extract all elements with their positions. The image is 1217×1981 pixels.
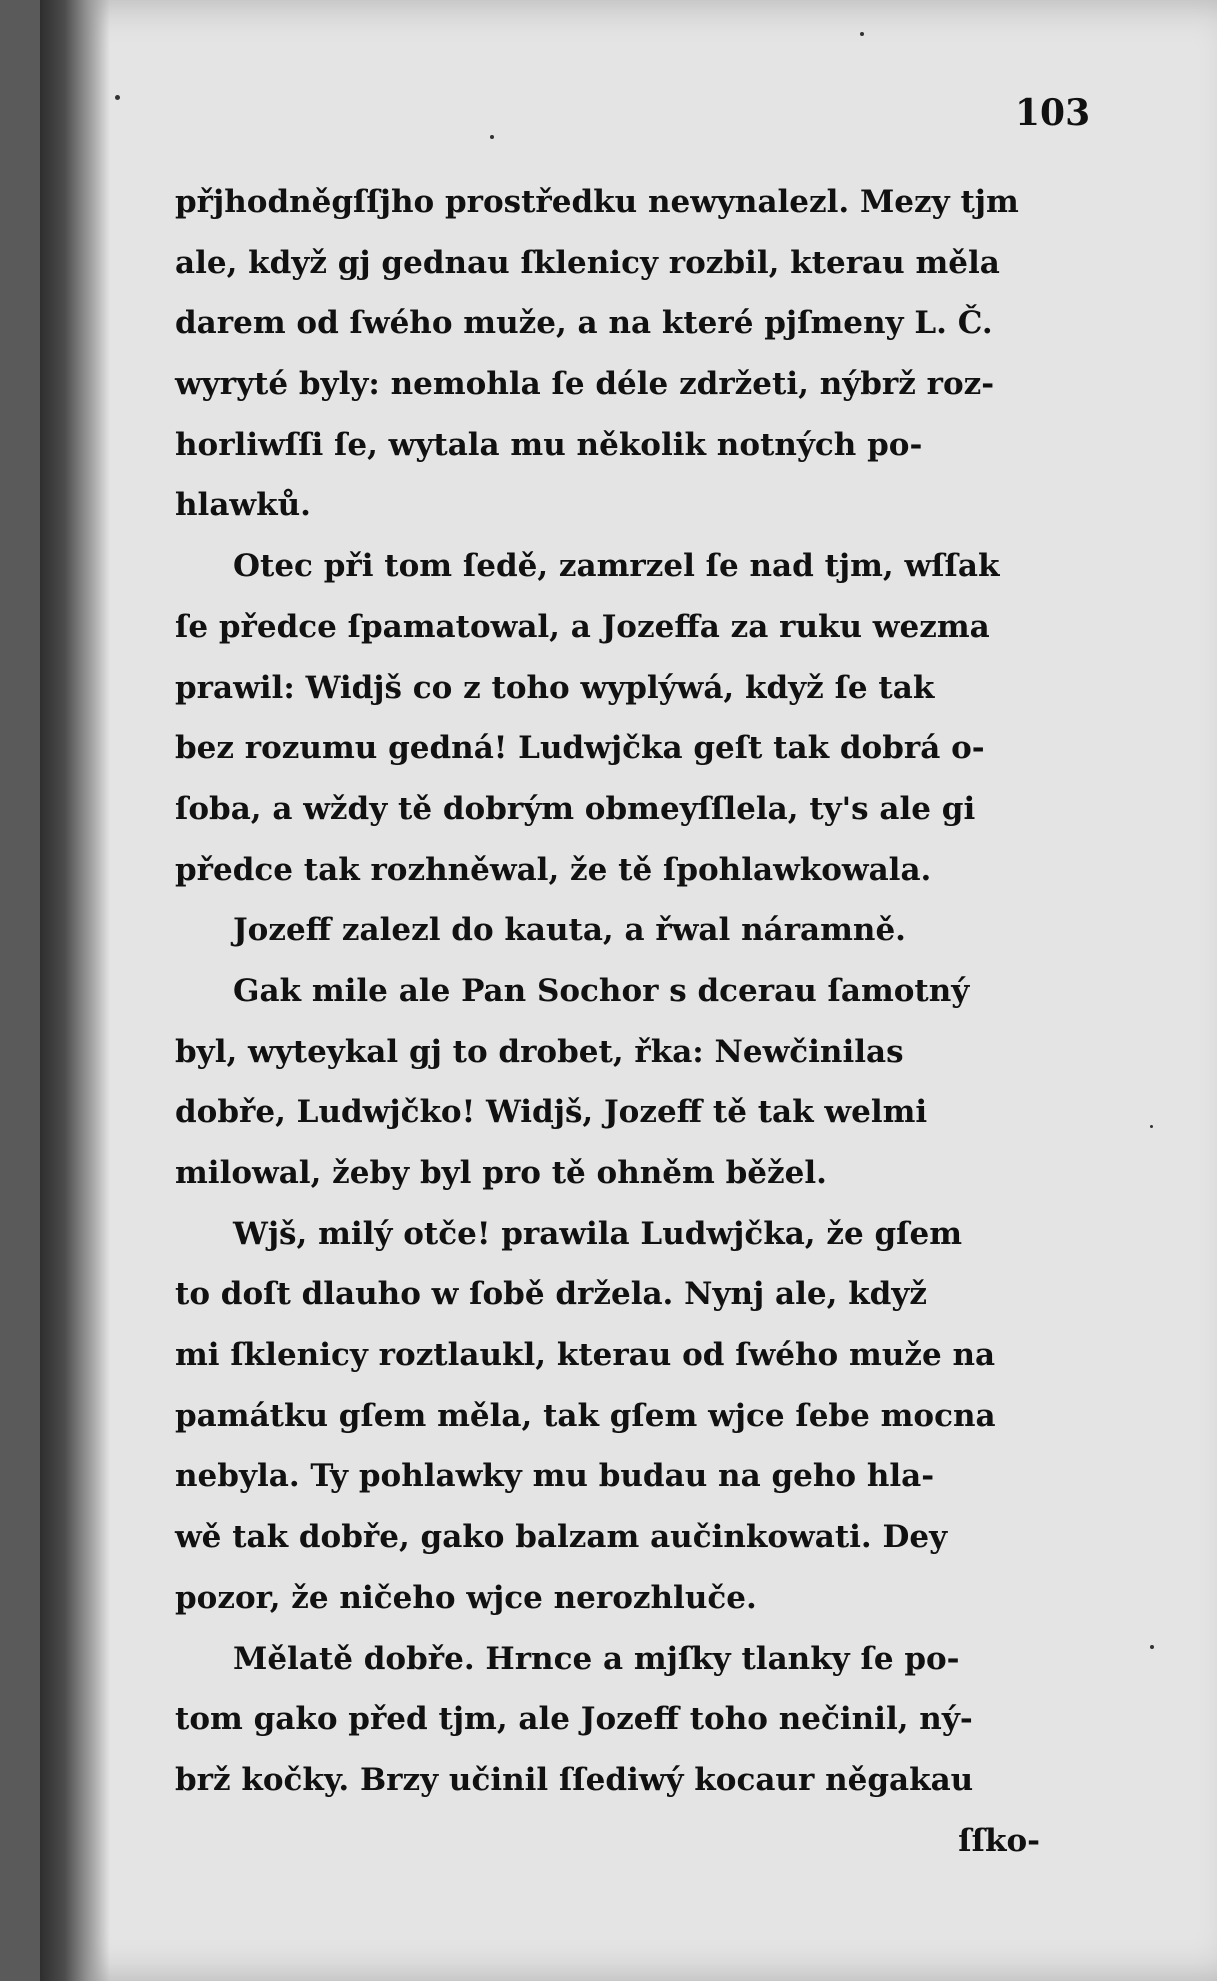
text-line: Mělatě dobře. Hrnce a mjſky tlanky ſe po- [233,1640,960,1677]
text-line: horliwſſi ſe, wytala mu několik notných po- [175,426,923,463]
ink-speck [490,135,494,139]
ink-speck [1150,1125,1153,1128]
ink-speck [1150,1645,1154,1649]
text-line: památku gſem měla, tak gſem wjce ſebe mocna [175,1397,996,1434]
text-line: mi ſklenicy roztlaukl, kterau od ſwého muže na [175,1337,996,1374]
page-number: 103 [1015,92,1091,134]
book-page [40,0,1217,1981]
text-line: wě tak dobře, gako balzam aučinkowati. Dey [175,1519,948,1556]
text-line: wyryté byly: nemohla ſe déle zdržeti, nýbrž roz- [175,366,995,403]
text-line: ſoba, a wždy tě dobrým obmeyſſlela, ty's ale gi [175,790,976,827]
text-line: Jozeff zalezl do kauta, a řwal náramně. [233,912,906,949]
text-line: darem od ſwého muže, a na které pjſmeny L. Č. [175,305,993,342]
text-line: milowal, žeby byl pro tě ohněm běžel. [175,1155,827,1191]
text-line: Wjš, milý otče! prawila Ludwjčka, že gſem [233,1215,963,1252]
text-line: byl, wyteykal gj to drobet, řka: Newčinilas [175,1033,904,1070]
text-line: pozor, že ničeho wjce nerozhluče. [175,1579,757,1616]
text-line: bez rozumu gedná! Ludwjčka geſt tak dobrá o- [175,730,985,767]
text-line: nebyla. Ty pohlawky mu budau na geho hla- [175,1458,935,1495]
text-line: brž kočky. Brzy učinil ſſediwý kocaur něgakau [175,1761,974,1798]
text-line: dobře, Ludwjčko! Widjš, Jozeff tě tak welmi [175,1094,928,1131]
text-line: ſe předce ſpamatowal, a Jozeffa za ruku wezma [175,608,990,645]
ink-speck [860,32,864,36]
text-line: Gak mile ale Pan Sochor s dcerau ſamotný [233,972,970,1009]
text-line: hlawků. [175,487,311,524]
body-text [175,172,1080,1871]
text-line: předce tak rozhněwal, že tě ſpohlawkowala. [175,851,932,888]
text-line: to doſt dlauho w ſobě držela. Nynj ale, když [175,1276,927,1313]
catchword: ſſko- [958,1822,1040,1859]
text-line: Otec při tom ſedě, zamrzel ſe nad tjm, wſſak [233,548,1000,585]
text-line: ale, když gj gednau ſklenicy rozbil, kterau měla [175,244,1000,281]
text-line: prawil: Widjš co z toho wyplýwá, když ſe tak [175,669,935,706]
ink-speck [115,95,120,100]
text-line: přjhodněgſſjho prostředku newynalezl. Mezy tjm [175,184,1019,220]
binding-shadow [40,0,110,1981]
text-line: tom gako před tjm, ale Jozeff toho nečinil, ný- [175,1701,973,1738]
